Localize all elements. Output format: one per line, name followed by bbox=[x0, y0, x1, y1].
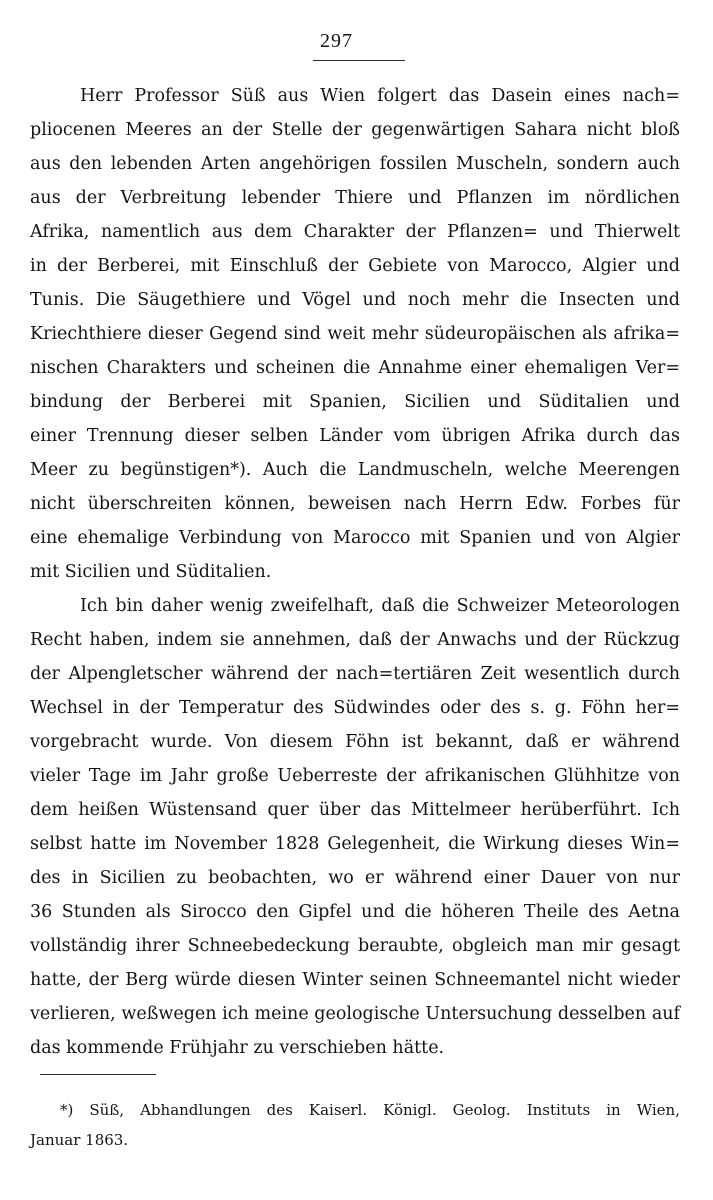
text-line: aus den lebenden Arten angehörigen fossilen Muscheln, sondern auch bbox=[30, 154, 680, 174]
text-line: verlieren, weßwegen ich meine geologische Untersuchung desselben auf bbox=[30, 1004, 680, 1024]
text-line: eine ehemalige Verbindung von Marocco mit Spanien und von Algier bbox=[30, 528, 680, 548]
text-line: der Alpengletscher während der nach=tertiären Zeit wesentlich durch bbox=[30, 664, 680, 684]
text-line: Wechsel in der Temperatur des Südwindes oder des s. g. Föhn her= bbox=[30, 698, 680, 718]
footnote-line: Januar 1863. bbox=[30, 1131, 129, 1149]
text-line: nischen Charakters und scheinen die Annahme einer ehemaligen Ver= bbox=[30, 358, 680, 378]
text-line: aus der Verbreitung lebender Thiere und Pflanzen im nördlichen bbox=[30, 188, 680, 208]
text-line: 36 Stunden als Sirocco den Gipfel und die höheren Theile des Aetna bbox=[30, 902, 680, 922]
text-line: pliocenen Meeres an der Stelle der gegenwärtigen Sahara nicht bloß bbox=[30, 120, 680, 140]
text-line: Ich bin daher wenig zweifelhaft, daß die Schweizer Meteorologen bbox=[80, 596, 680, 616]
text-line: vollständig ihrer Schneebedeckung beraubte, obgleich man mir gesagt bbox=[30, 936, 680, 956]
text-line: einer Trennung dieser selben Länder vom übrigen Afrika durch das bbox=[30, 426, 680, 446]
text-line: Kriechthiere dieser Gegend sind weit mehr südeuropäischen als afrika= bbox=[30, 324, 680, 344]
footnote bbox=[30, 1095, 680, 1155]
text-line: nicht überschreiten können, beweisen nach Herrn Edw. Forbes für bbox=[30, 494, 680, 514]
text-line: des in Sicilien zu beobachten, wo er während einer Dauer von nur bbox=[30, 868, 680, 888]
text-line: bindung der Berberei mit Spanien, Sicilien und Süditalien und bbox=[30, 392, 680, 412]
page-number: 297 bbox=[320, 30, 353, 52]
text-line: Recht haben, indem sie annehmen, daß der Anwachs und der Rückzug bbox=[30, 630, 680, 650]
footnote-line: *) Süß, Abhandlungen des Kaiserl. Königl. Geolog. Instituts in Wien, bbox=[60, 1101, 680, 1119]
text-line: Herr Professor Süß aus Wien folgert das Dasein eines nach= bbox=[80, 86, 680, 106]
text-line: Afrika, namentlich aus dem Charakter der Pflanzen= und Thierwelt bbox=[30, 222, 680, 242]
text-line: hatte, der Berg würde diesen Winter seinen Schneemantel nicht wieder bbox=[30, 970, 680, 990]
paragraph-2 bbox=[30, 589, 680, 1065]
footnote-rule bbox=[40, 1074, 156, 1075]
text-line: mit Sicilien und Süditalien. bbox=[30, 562, 272, 582]
header-rule bbox=[313, 60, 405, 61]
text-line: in der Berberei, mit Einschluß der Gebiete von Marocco, Algier und bbox=[30, 256, 680, 276]
text-line: selbst hatte im November 1828 Gelegenheit, die Wirkung dieses Win= bbox=[30, 834, 680, 854]
text-line: vorgebracht wurde. Von diesem Föhn ist bekannt, daß er während bbox=[30, 732, 680, 752]
text-line: das kommende Frühjahr zu verschieben hätte. bbox=[30, 1038, 445, 1058]
text-line: Meer zu begünstigen*). Auch die Landmuscheln, welche Meerengen bbox=[30, 460, 680, 480]
text-line: dem heißen Wüstensand quer über das Mittelmeer herüberführt. Ich bbox=[30, 800, 680, 820]
body-text bbox=[30, 79, 680, 1065]
text-line: vieler Tage im Jahr große Ueberreste der afrikanischen Glühhitze von bbox=[30, 766, 680, 786]
paragraph-1 bbox=[30, 79, 680, 589]
text-line: Tunis. Die Säugethiere und Vögel und noch mehr die Insecten und bbox=[30, 290, 680, 310]
